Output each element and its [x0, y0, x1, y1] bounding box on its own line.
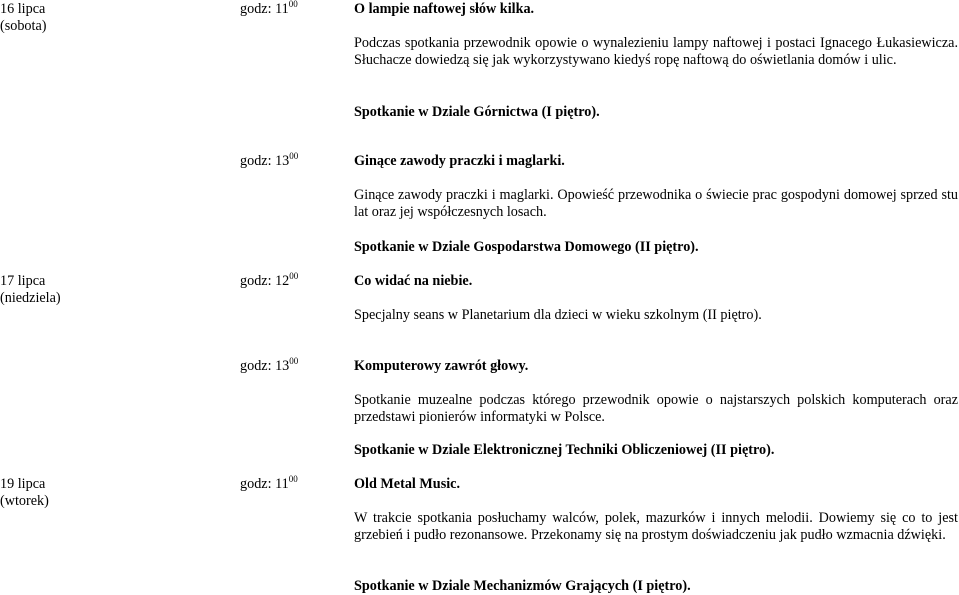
event-description: Podczas spotkania przewodnik opowie o wynalezieniu lampy naftowej i postaci Ignacego Łukasiewicza. Słuchacze dowiedzą się jak wykorzystywano kiedyś ropę naftową do oświetlania domów i ulic.	[354, 35, 958, 68]
event-title: Co widać na niebie.	[354, 273, 473, 289]
weekday-label: (wtorek)	[0, 493, 49, 509]
event-time: godz: $11^{00}$	[240, 0, 298, 17]
weekday-label: (sobota)	[0, 18, 47, 34]
event-block	[354, 1, 958, 18]
event-time: godz: $13^{00}$	[240, 151, 299, 169]
weekday-label: (niedziela)	[0, 290, 61, 306]
day-date	[0, 476, 120, 510]
event-title: Komputerowy zawrót głowy.	[354, 358, 529, 374]
event-title: Old Metal Music.	[354, 476, 460, 492]
day-date	[0, 273, 120, 307]
event-description: Ginące zawody praczki i maglarki. Opowieść przewodnika o świecie prac gospodyni domowej sprzed stu lat oraz jej współczesnych losach.	[354, 187, 958, 220]
event-title: Ginące zawody praczki i maglarki.	[354, 153, 565, 169]
event-location: Spotkanie w Dziale Górnictwa (I piętro).	[354, 104, 600, 120]
event-description: W trakcie spotkania posłuchamy walców, polek, mazurków i innych melodii. Dowiemy się co to jest grzebień i pudło rezonansowe. Przekonamy się na prostym doświadczeniu jak pudło wzmacnia dźwięki.	[354, 510, 958, 543]
event-time: godz: $13^{00}$	[240, 356, 299, 374]
event-time: godz: $12^{00}$	[240, 271, 299, 289]
event-description: Specjalny seans w Planetarium dla dzieci w wieku szkolnym (II piętro).	[354, 307, 762, 323]
date-label: 17 lipca	[0, 273, 46, 289]
date-label: 16 lipca	[0, 1, 46, 17]
day-date	[0, 1, 120, 35]
event-title: O lampie naftowej słów kilka.	[354, 1, 535, 17]
event-time: godz: $11^{00}$	[240, 474, 298, 492]
date-label: 19 lipca	[0, 476, 46, 492]
event-location: Spotkanie w Dziale Mechanizmów Grających (I piętro).	[354, 578, 691, 594]
event-description: Spotkanie muzealne podczas którego przewodnik opowie o najstarszych polskich komputerach oraz przedstawi pionierów informatyki w Polsce.	[354, 392, 958, 425]
event-location: Spotkanie w Dziale Elektronicznej Techniki Obliczeniowej (II piętro).	[354, 442, 775, 458]
event-location: Spotkanie w Dziale Gospodarstwa Domowego (II piętro).	[354, 239, 699, 255]
